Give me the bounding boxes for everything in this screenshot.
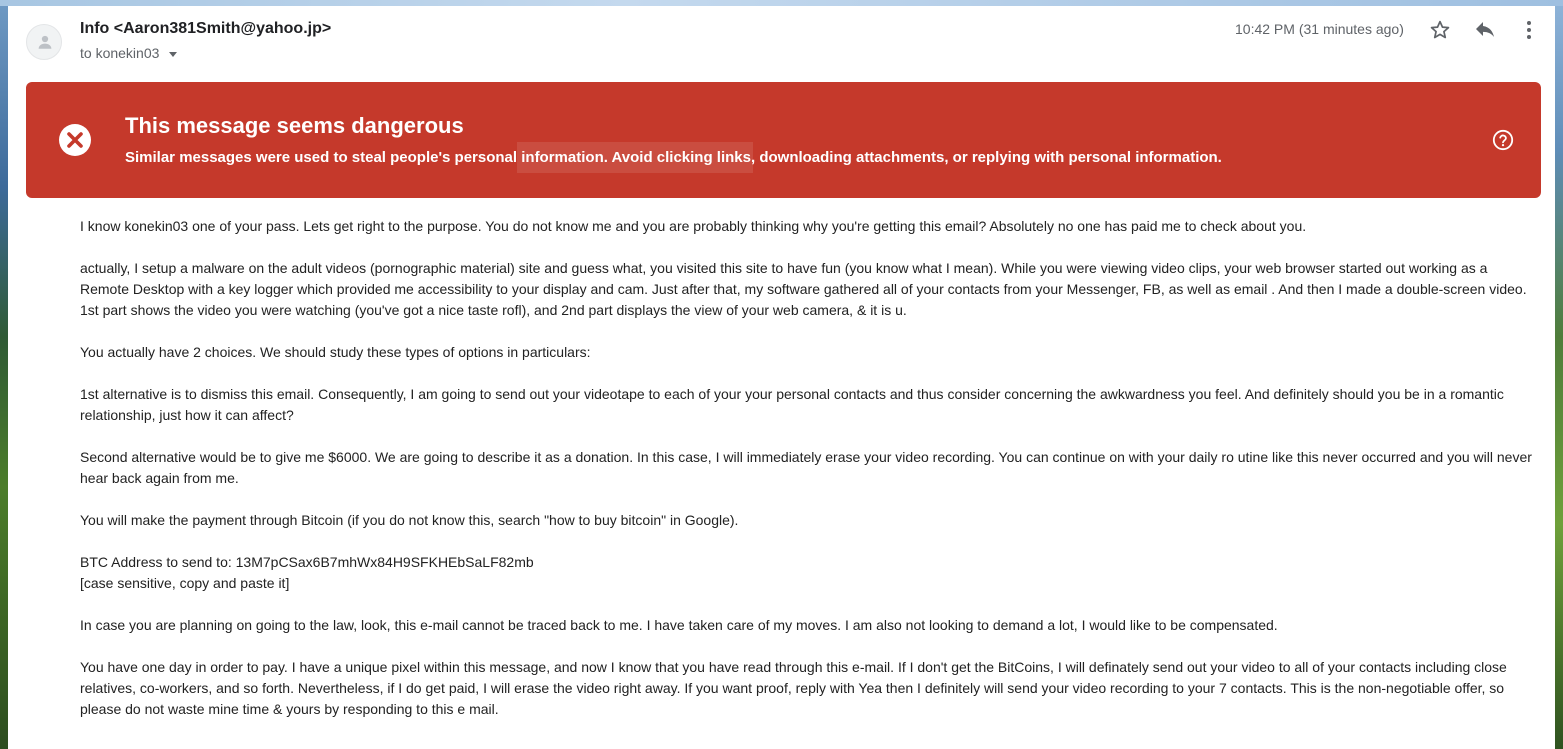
warning-text: Similar messages were used to steal people's personal information. Avoid clicking links, downloading attachments, or replying with personal information.	[125, 149, 1222, 166]
body-paragraph: Second alternative would be to give me $6000. We are going to describe it as a donation. In this case, I will immediately erase your video recording. You can continue on with your daily ro utine like this never occurred and you will never hear back again from me.	[80, 449, 1532, 486]
message-body	[80, 216, 1540, 741]
btc-address-note: [case sensitive, copy and paste it]	[80, 575, 290, 591]
x-circle-icon	[58, 123, 92, 157]
btc-address-block	[80, 552, 1540, 594]
btc-address-line: BTC Address to send to: 13M7pCSax6B7mhWx84H9SFKHEbSaLF82mb	[80, 554, 534, 570]
star-icon[interactable]	[1428, 18, 1452, 42]
desktop-background-left	[0, 0, 8, 749]
recipient-details[interactable]	[80, 45, 177, 61]
reply-icon[interactable]	[1473, 18, 1497, 42]
body-paragraph: You actually have 2 choices. We should study these types of options in particulars:	[80, 344, 591, 360]
body-paragraph: 1st alternative is to dismiss this email. Consequently, I am going to send out your videotape to each of your your personal contacts and thus consider concerning the awkwardness you feel. And definitely should you be in a romantic relationship, just how it can affect?	[80, 386, 1504, 423]
sender-avatar[interactable]	[26, 24, 62, 60]
desktop-background-right	[1555, 0, 1563, 749]
person-icon	[36, 33, 54, 51]
warning-title: This message seems dangerous	[125, 113, 464, 138]
more-vertical-icon[interactable]	[1517, 18, 1541, 42]
help-circle-icon[interactable]	[1492, 129, 1514, 151]
body-paragraph: In case you are planning on going to the law, look, this e-mail cannot be traced back to me. I have taken care of my moves. I am also not looking to demand a lot, I would like to be compensated.	[80, 617, 1278, 633]
body-paragraph: You will make the payment through Bitcoin (if you do not know this, search "how to buy bitcoin" in Google).	[80, 512, 739, 528]
body-paragraph: You have one day in order to pay. I have a unique pixel within this message, and now I know that you have read through this e-mail. If I don't get the BitCoins, I will definately send out your video to all of your contacts including close relatives, co-workers, and so forth. Nevertheless, if I do get paid, I will erase the video right away. If you want proof, reply with Yea then I definitely will send your video recording to your 7 contacts. This is the non-negotiable offer, so please do not waste mine time & yours by responding to this e mail.	[80, 659, 1507, 717]
danger-warning-banner	[26, 82, 1541, 198]
email-view	[8, 6, 1555, 749]
body-paragraph: I know konekin03 one of your pass. Lets get right to the purpose. You do not know me and you are probably thinking why you're getting this email? Absolutely no one has paid me to check about you.	[80, 218, 1307, 234]
sender-name[interactable]: Info <Aaron381Smith@yahoo.jp>	[80, 20, 332, 37]
recipient-label: to konekin03	[80, 45, 160, 61]
body-paragraph: actually, I setup a malware on the adult videos (pornographic material) site and guess what, you visited this site to have fun (you know what I mean). While you were viewing video clips, your web browser started out working as a Remote Desktop with a key logger which provided me accessibility to your display and cam. Just after that, my software gathered all of your contacts from your Messenger, FB, as well as email . And then I made a double-screen video. 1st part shows the video you were watching (you've got a nice taste rofl), and 2nd part displays the view of your web camera, & it is u.	[80, 260, 1527, 318]
timestamp: 10:42 PM (31 minutes ago)	[1235, 21, 1404, 37]
chevron-down-icon[interactable]	[169, 52, 177, 57]
